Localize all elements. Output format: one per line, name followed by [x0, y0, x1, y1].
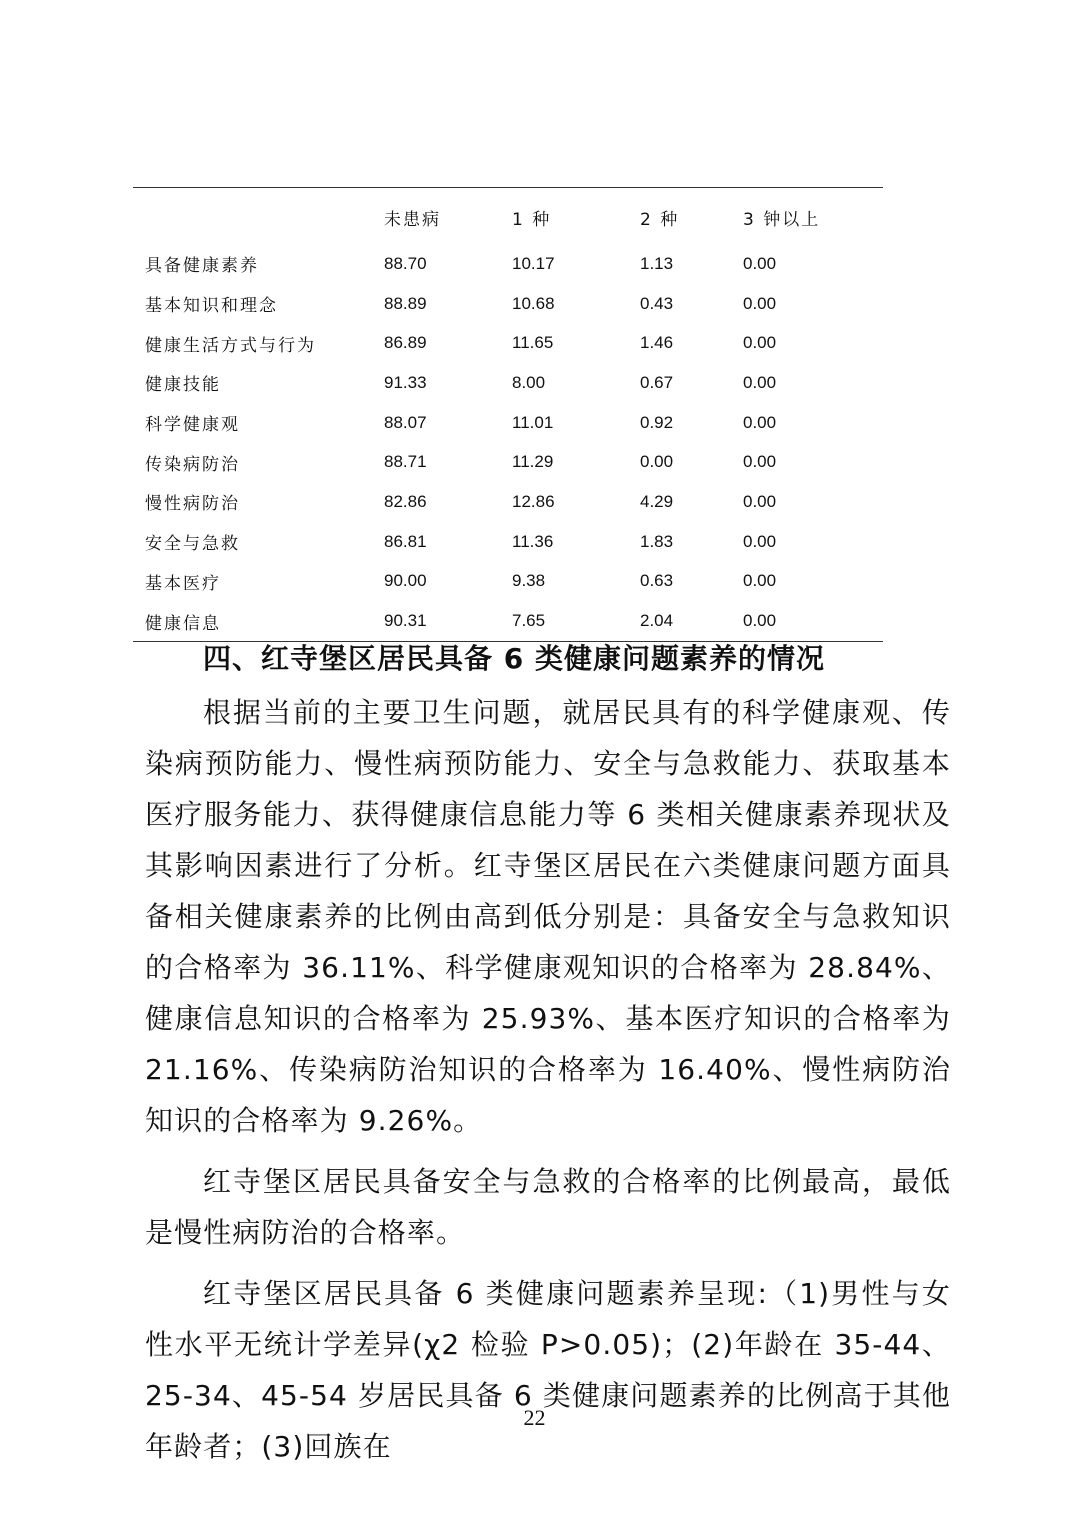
- cell-value: 88.71: [384, 452, 427, 472]
- header-cell-one-disease: 1 种: [512, 209, 552, 230]
- cell-value: 0.43: [640, 293, 674, 313]
- cell-value: 90.00: [384, 571, 427, 591]
- cell-value: 91.33: [384, 372, 427, 392]
- cell-value: 88.70: [384, 253, 427, 273]
- header-cell-blank: [133, 188, 384, 244]
- cell-value: 10.17: [512, 253, 555, 273]
- table-row: [133, 284, 883, 324]
- cell-value: 0.00: [743, 293, 777, 313]
- row-label: 科学健康观: [145, 415, 240, 436]
- row-label: 传染病防治: [145, 454, 240, 475]
- cell-value: 2.04: [640, 611, 674, 631]
- cell-value: 1.13: [640, 253, 674, 273]
- cell-value: 82.86: [384, 491, 427, 511]
- row-label: 健康技能: [145, 375, 221, 396]
- table-row: [133, 442, 883, 482]
- header-cell-two-diseases: 2 种: [640, 209, 680, 230]
- header-cell-three-plus: 3 钟以上: [743, 209, 821, 230]
- cell-value: 86.89: [384, 333, 427, 353]
- cell-value: 11.01: [512, 412, 554, 432]
- paragraph-analysis: 根据当前的主要卫生问题，就居民具有的科学健康观、传染病预防能力、慢性病预防能力、安全与急救能力、获取基本医疗服务能力、获得健康信息能力等 6 类相关健康素养现状及其影响因素进行了分析。红寺堡区居民在六类健康问题方面具备相关健康素养的比例由高到低分别是：具备安全与急救知识的合格率为 36.11%、科学健康观知识的合格率为 28.84%、健康信息知识的合格率为 25.93%、基本医疗知识的合格率为 21.16%、传染病防治知识的合格率为 16.40%、慢性病防治知识的合格率为 9.26%。: [145, 696, 951, 1137]
- cell-value: 1.46: [640, 333, 674, 353]
- cell-value: 9.38: [512, 571, 546, 591]
- cell-value: 1.83: [640, 531, 674, 551]
- cell-value: 0.00: [743, 372, 777, 392]
- cell-value: 10.68: [512, 293, 555, 313]
- row-label: 基本医疗: [145, 573, 221, 594]
- cell-value: 0.00: [743, 531, 777, 551]
- cell-value: 8.00: [512, 372, 546, 392]
- cell-value: 11.65: [512, 333, 554, 353]
- cell-value: 0.00: [743, 491, 777, 511]
- cell-value: 0.00: [743, 333, 777, 353]
- table-row: [133, 522, 883, 562]
- page-number: 22: [523, 1405, 546, 1430]
- paragraph-summary: 红寺堡区居民具备安全与急救的合格率的比例最高，最低是慢性病防治的合格率。: [145, 1165, 951, 1249]
- cell-value: 0.92: [640, 412, 674, 432]
- cell-value: 88.07: [384, 412, 427, 432]
- row-label: 健康信息: [145, 613, 221, 634]
- row-label: 具备健康素养: [145, 256, 259, 277]
- table-row: [133, 601, 883, 641]
- row-label: 基本知识和理念: [145, 296, 278, 317]
- table-row: [133, 482, 883, 522]
- table-header-row: [133, 188, 883, 244]
- cell-value: 4.29: [640, 491, 674, 511]
- cell-value: 0.00: [743, 253, 777, 273]
- table-row: [133, 323, 883, 363]
- cell-value: 0.67: [640, 372, 674, 392]
- cell-value: 88.89: [384, 293, 427, 313]
- table-row: [133, 363, 883, 403]
- row-label: 慢性病防治: [145, 494, 240, 515]
- cell-value: 0.00: [743, 611, 777, 631]
- cell-value: 0.00: [640, 452, 674, 472]
- header-cell-no-disease: 未患病: [384, 209, 441, 230]
- data-table: [133, 188, 883, 641]
- row-label: 健康生活方式与行为: [145, 335, 316, 356]
- row-label: 安全与急救: [145, 534, 240, 555]
- cell-value: 0.63: [640, 571, 674, 591]
- cell-value: 0.00: [743, 571, 777, 591]
- cell-value: 11.29: [512, 452, 554, 472]
- body-text: [145, 687, 951, 1472]
- cell-value: 12.86: [512, 491, 555, 511]
- section-heading: 四、红寺堡区居民具备 6 类健康问题素养的情况: [203, 642, 825, 675]
- cell-value: 7.65: [512, 611, 546, 631]
- cell-value: 11.36: [512, 531, 554, 551]
- cell-value: 90.31: [384, 611, 427, 631]
- cell-value: 0.00: [743, 412, 777, 432]
- cell-value: 86.81: [384, 531, 427, 551]
- health-literacy-table: [133, 187, 883, 642]
- table-row: [133, 562, 883, 602]
- paragraph-findings: 红寺堡区居民具备 6 类健康问题素养呈现:（1)男性与女性水平无统计学差异(χ2 检验 P>0.05)；(2)年龄在 35-44、25-34、45-54 岁居民具备 6 类健康问题素养的比例高于其他年龄者；(3)回族在: [145, 1277, 951, 1463]
- table-row: [133, 244, 883, 284]
- table-row: [133, 403, 883, 443]
- cell-value: 0.00: [743, 452, 777, 472]
